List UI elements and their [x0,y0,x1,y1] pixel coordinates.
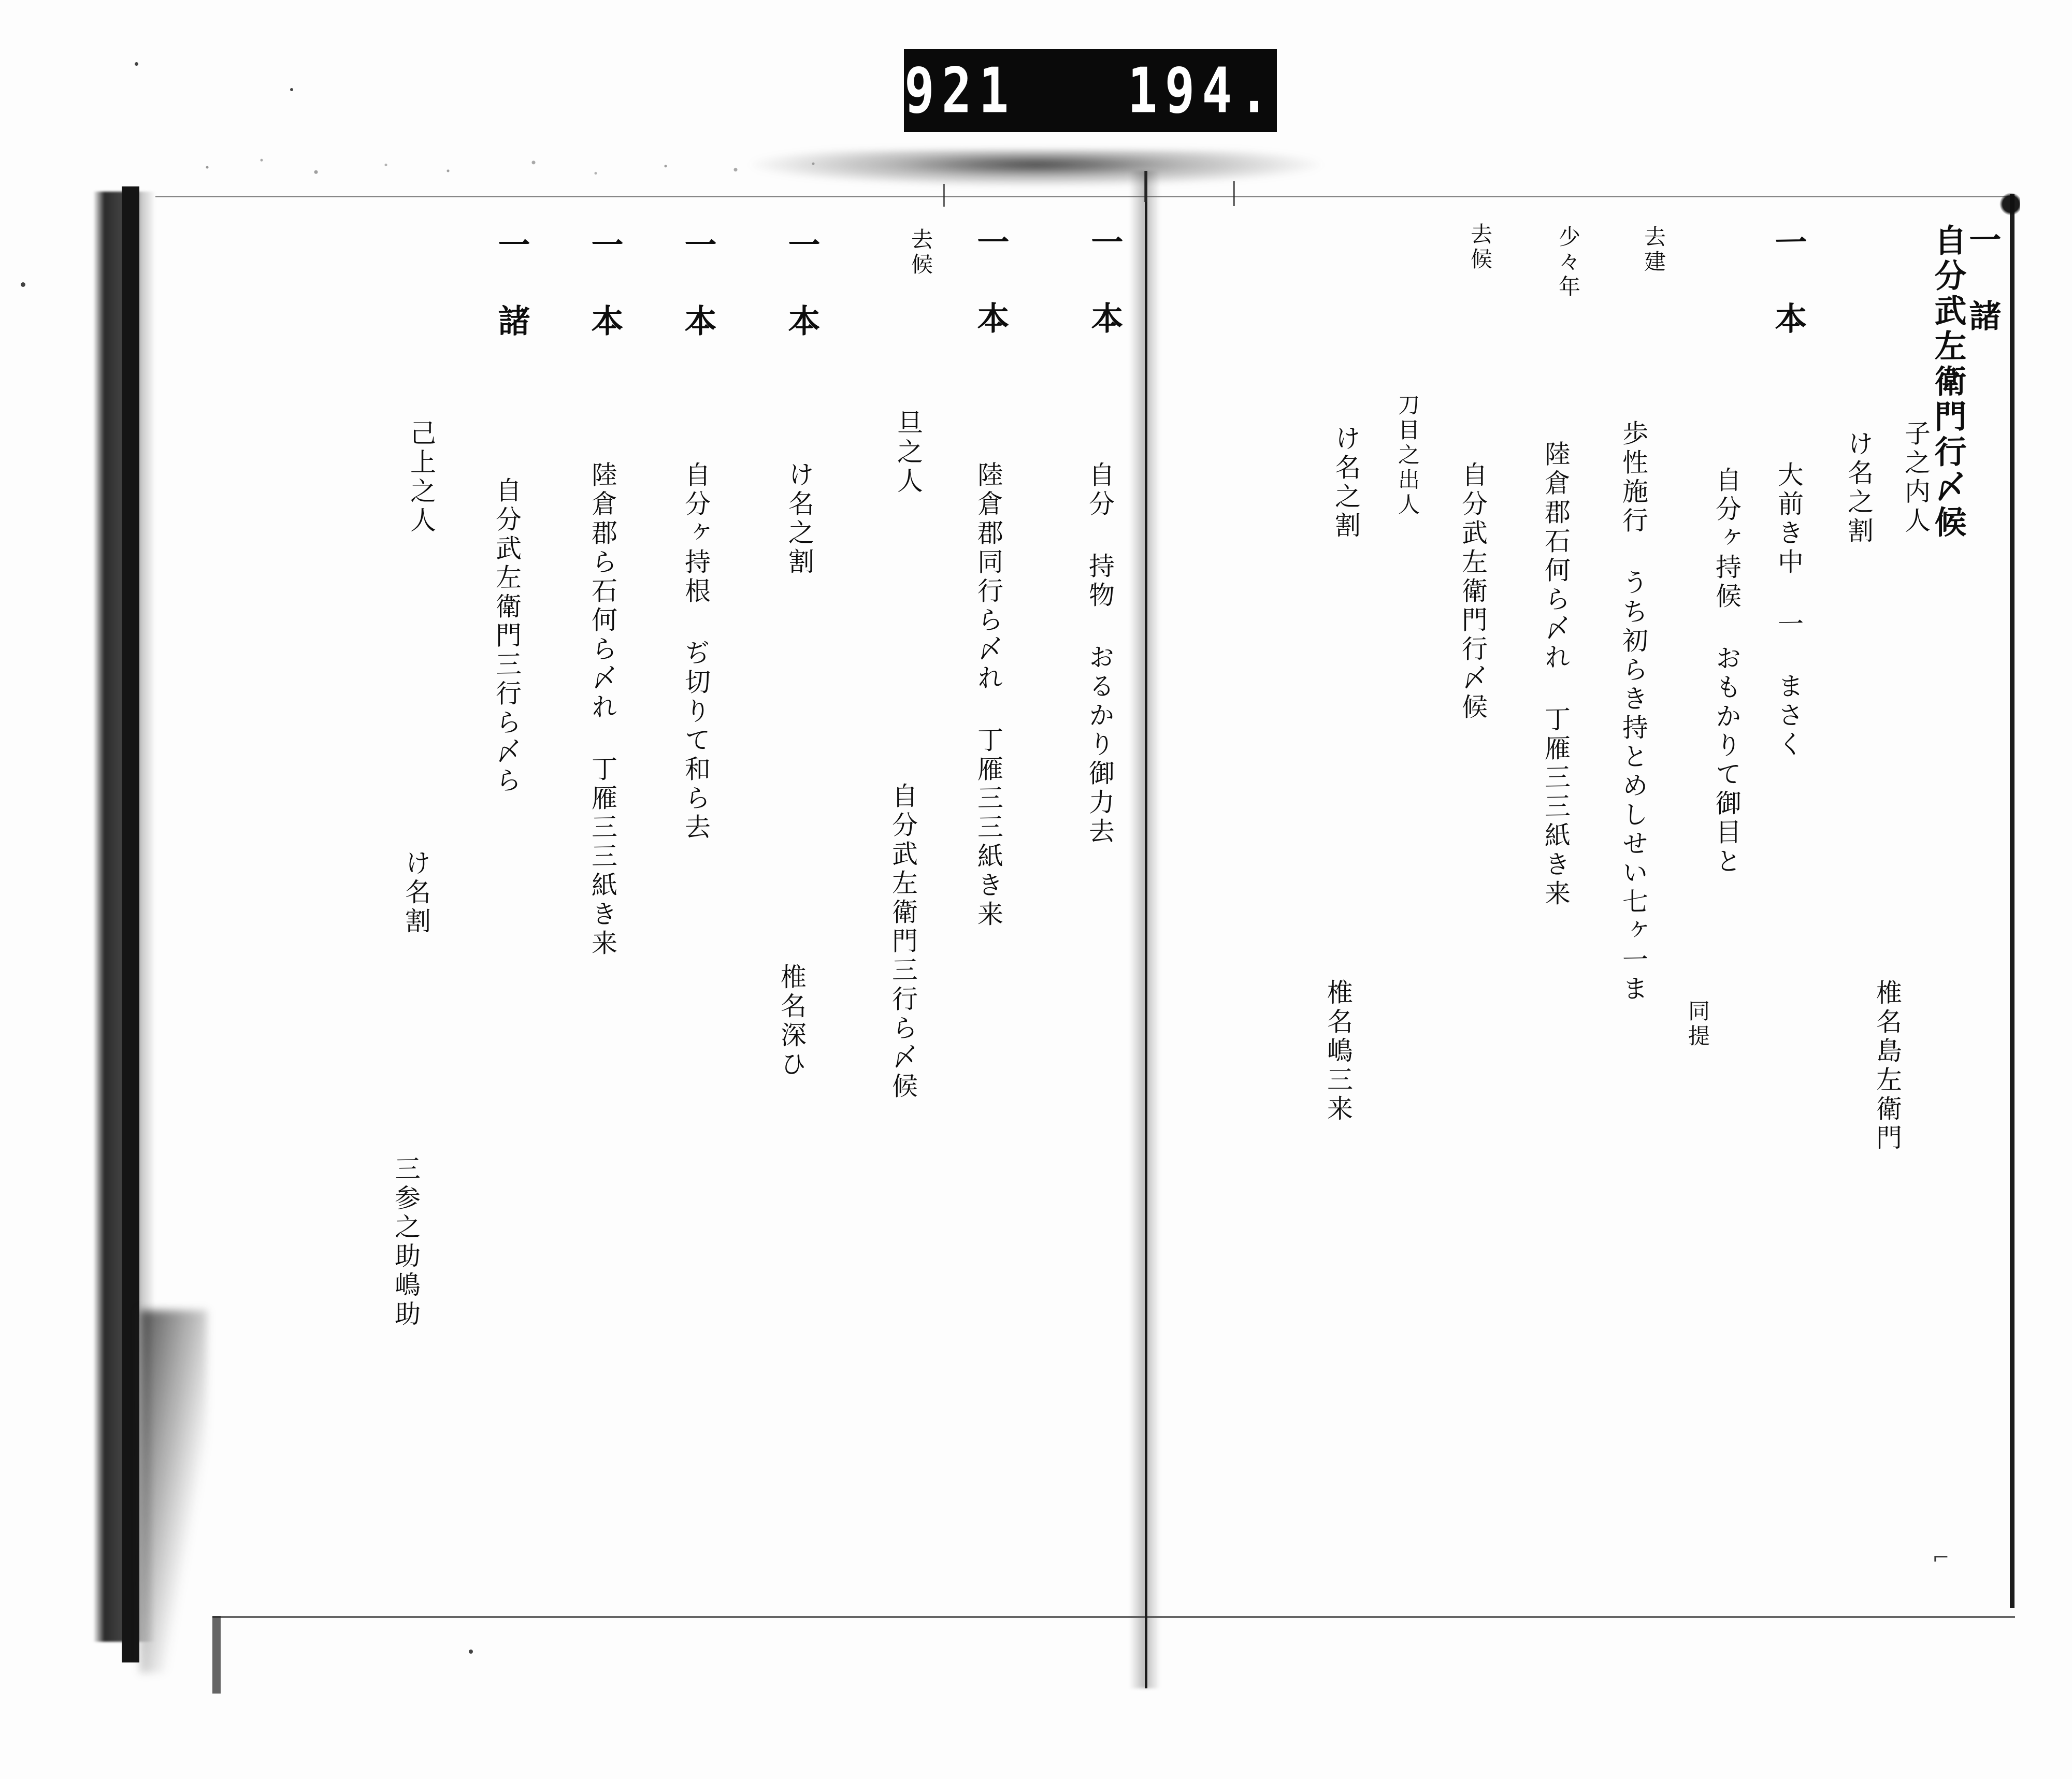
book-gutter-fold [1145,171,1147,1688]
text-column: け名之割 [1331,425,1361,541]
text-column: 自分ヶ持根 ぢ切りて和ら去 [681,460,711,843]
manuscript-page-left [155,171,1140,1688]
text-column: け名之割 [784,461,814,577]
text-column: 一 本 [1769,225,1807,338]
text-column: 椎名島左衛門 [1872,978,1902,1153]
text-column: 椎名嶋三来 [1323,979,1353,1124]
text-column: 歩性施行 うち初らき持とめしせい七ヶ一ま [1618,419,1648,1004]
text-column: 少々年 [1556,225,1581,300]
text-column: 一 本 [679,228,717,339]
text-column: 三参之助嶋助 [391,1154,421,1329]
text-column: 一 諸 自分武左衛門行〆候 [1929,222,2002,541]
text-column: 自分武左衛門三行ら〆ら [492,476,522,796]
text-column: 一 本 [972,225,1010,337]
dust-speck [21,282,25,287]
text-column: 一 本 [1086,225,1124,337]
right-page-outer-edge [2010,194,2015,1608]
text-column: 一 諸 [493,228,530,339]
left-page-spine-edge [122,186,139,1662]
dust-speck [469,1650,473,1654]
text-column: 己上之人 [406,420,436,536]
microfilm-frame-counter [904,49,1277,132]
text-column: 自分ヶ持候 おもかりて御目と [1711,466,1742,877]
dust-speck [290,88,293,91]
text-column: 去候 [1467,223,1493,272]
text-column: 自分武左衛門三行ら〆候 [888,782,918,1102]
page-tick-spine [1144,171,1147,202]
text-column: 陸倉郡同行ら〆れ 丁雁三三紙き来 [973,460,1003,930]
text-column: 刀目之出人 [1395,394,1420,518]
text-column: 同提 [1685,1000,1710,1049]
text-column: け名割 [401,849,431,936]
dust-speck [135,62,138,66]
frame-counter-digits: 921 194. [904,54,1276,127]
text-column: 去候 [908,228,933,278]
text-column: 去建 [1641,225,1666,275]
manuscript-page-right [1160,171,2010,1688]
margin-pencil-mark: ⌐ [1932,1546,1950,1570]
text-column: 陸倉郡ら石何ら〆れ 丁雁三三紙き来 [587,460,617,959]
text-column: 椎名深ひ [776,963,807,1079]
text-column: 一 本 [586,228,624,339]
text-column: 大前き中 一 まさく [1774,460,1804,760]
text-column: 子之内人 [1901,419,1931,537]
text-column: 自分 持物 おるかり御力去 [1085,460,1115,847]
text-column: 一 本 [783,228,821,339]
open-book [93,171,2010,1699]
text-column: 自分武左衛門行〆候 [1458,460,1488,722]
text-column: 旦之人 [893,409,923,496]
text-column: 陸倉郡石何ら〆れ 丁雁三三紙き来 [1541,440,1571,909]
text-column: け名之割 [1844,429,1874,546]
